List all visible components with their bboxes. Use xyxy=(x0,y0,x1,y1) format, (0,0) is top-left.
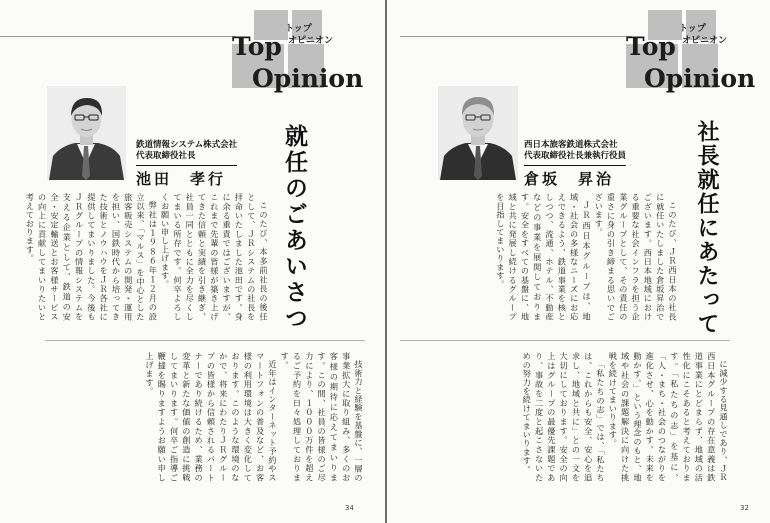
logo-kana-1: トップ xyxy=(285,24,312,34)
paragraph: 技術力と経験を基盤に、一層の事業拡大に取り組み、多くのお客様の期待に応えてまいります。この間、社員の皆様のご尽力により、１０００万件を超えるご予約を日々処理しております。 xyxy=(280,352,364,482)
logo-opinion-text: Opinion xyxy=(644,64,756,93)
name-block xyxy=(524,140,626,189)
article-body-top xyxy=(433,193,679,321)
paragraph: に減少する見通しであり、ＪＲ西日本グループの存在意義は鉄道事業にとどまらず、地域の活性化にこそあると考えております。「私たちの志」を基に、「人・まち・社会のつながりを進化させ、心を動かす。未来を動かす。」という理念のもと、地域や社会の課題解決に向けた挑戦を続けてまいります。 xyxy=(608,352,729,482)
logo-opinion-text: Opinion xyxy=(252,64,364,93)
page-number: 32 xyxy=(740,504,749,512)
portrait-photo xyxy=(438,86,518,180)
paragraph: 近年はインターネット予約やスマートフォンの普及など、お客様の利用環境は大きく変化しております。このような環境のなかで、将来にわたりＪＲグループの皆様から信頼されるパートナーであり続けるため、業務の変革と新たな価値の創造に挑戦してまいります。何卒ご指導ご鞭撻を賜りますようお願い申し上げます。 xyxy=(144,352,278,482)
top-opinion-logo xyxy=(228,6,378,98)
paragraph: 弊社は１９８６年１２月の設立以来、「マルス」を中心とした旅客販売システムの開発・運用を担い、国鉄時代から培ってきた技術とノウハウをＪＲ各社に提供してまいりました。今後もＪＲグループの情報システムを支える企業として、鉄道の安全・安定輸送とお客様サービスの向上に貢献してまいりたいと考えております。 xyxy=(25,193,159,321)
header-rule xyxy=(0,36,236,37)
paragraph: ＪＲ西日本グループは、地域・社会の多様なニーズにお応えできるよう、鉄道事業を核としつつ、流通、ホテル、不動産などの事業を展開しております。安全をすべての基盤に、地域と共に発展し続けるグループを目指してまいります。 xyxy=(495,193,592,321)
right-page xyxy=(387,0,770,523)
article-title: 就任のごあいさつ xyxy=(281,124,308,332)
position-title: 代表取締役社長兼執行役員 xyxy=(524,151,627,161)
section-divider xyxy=(400,340,730,341)
article-body-bottom xyxy=(45,352,365,482)
name-block xyxy=(136,140,237,189)
article-title: 社長就任にあたって xyxy=(694,120,720,336)
logo-top-text: Top xyxy=(626,32,676,61)
article-body-bottom xyxy=(400,352,730,482)
paragraph: このたび、本多前社長の後任として、ＪＲシステムの社長を拝命いたしました池田です。身に余る重責ではございますが、これまで先輩の皆様が築き上げてきた信頼と実績を引き継ぎ、社員一同とともに全力を尽くしてまいる所存です。何卒よろしくお願い申し上げます。 xyxy=(160,193,269,321)
company-name: 西日本旅客鉄道株式会社 xyxy=(524,140,618,150)
person-name: 池田 孝行 xyxy=(136,165,237,189)
logo-kana-2: オピニオン xyxy=(288,36,334,46)
portrait-photo xyxy=(47,86,126,180)
person-name: 倉坂 昇治 xyxy=(524,165,626,189)
company-name: 鉄道情報システム株式会社 xyxy=(136,140,238,150)
logo-top-text: Top xyxy=(232,32,282,61)
page-number: 34 xyxy=(345,504,354,512)
top-opinion-logo xyxy=(624,6,769,98)
paragraph: このたび、ＪＲ西日本の社長に就任いたしました倉坂昇治でございます。西日本地域における重要な社会インフラを担う企業グループとして、その責任の重さに身の引き締まる思いでございます。 xyxy=(594,193,678,321)
position-title: 代表取締役社長 xyxy=(136,151,196,161)
article-body-top xyxy=(25,193,270,321)
logo-kana-1: トップ xyxy=(679,24,706,34)
paragraph: 「私たちの志」では、「私たちは、これからも安全、安心を追求し、地域と共に」との一文を大切にしております。安全の向上はグループの最優先課題であり、事故を二度と起こさないための努力を続けてまいります。 xyxy=(522,352,607,482)
logo-kana-2: オピニオン xyxy=(682,36,728,46)
header-rule xyxy=(400,36,632,37)
section-divider xyxy=(45,340,365,341)
